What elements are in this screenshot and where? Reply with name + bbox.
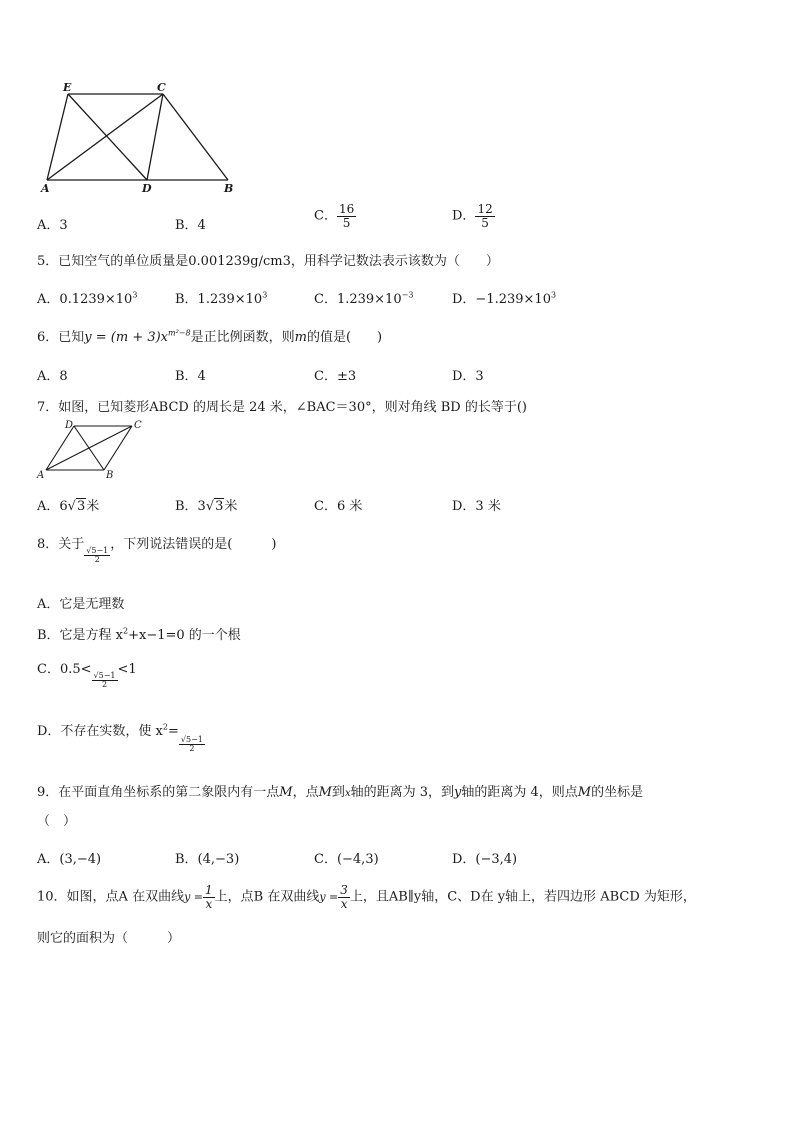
numerator: 1 — [205, 883, 213, 897]
q4-c-prefix: C． — [314, 208, 337, 224]
equals: = — [167, 724, 179, 739]
numerator: 16 — [338, 202, 355, 216]
sqrt-symbol: √3 — [67, 499, 86, 514]
option-text: A．0.1239×10 — [37, 292, 133, 307]
numerator: √5−1 — [93, 670, 116, 680]
option-text: A．6 — [37, 499, 68, 514]
q9-p3: 到 — [331, 785, 345, 800]
q6-option-d: D．3 — [452, 369, 484, 384]
sqrt-symbol: √3 — [205, 499, 224, 514]
q9-p4: 轴的距离为 3，到 — [350, 785, 454, 800]
fraction — [92, 672, 118, 690]
exponent: 2 — [162, 722, 168, 732]
fraction — [338, 884, 350, 910]
q6-var: m — [294, 330, 307, 345]
q10-p1: 10．如图，点A 在双曲线 — [37, 889, 185, 905]
denominator: x — [205, 896, 213, 911]
option-text: C．0.5< — [37, 662, 92, 677]
q9-p5: 轴的距离为 4，则点 — [461, 785, 578, 800]
q4-option-b: B．4 — [175, 218, 206, 233]
var-y: y — [453, 785, 462, 800]
var-x: x — [344, 788, 351, 799]
exponent: 3 — [262, 290, 268, 300]
option-text: B．1.239×10 — [175, 292, 263, 307]
option-text: D．不存在实数，使 x — [37, 724, 163, 739]
label-a: A — [37, 470, 45, 480]
numerator: √5−1 — [180, 734, 203, 744]
q4-option-d — [452, 203, 495, 229]
fraction — [203, 884, 215, 910]
label-d: D — [65, 420, 74, 431]
q9-p2: ，点 — [292, 785, 319, 800]
var-m: M — [318, 785, 332, 800]
figure-rhombus — [36, 418, 148, 480]
q5-stem: 5．已知空气的单位质量是0.001239g/cm3，用科学记数法表示该数为（ ） — [37, 254, 499, 269]
fraction — [84, 547, 110, 565]
q9-stem — [37, 781, 643, 800]
radicand: 3 — [215, 499, 224, 514]
unit: 米 — [224, 499, 238, 514]
q10-f2-lhs: y = — [319, 890, 339, 904]
q6-post2: 的值是( ) — [306, 330, 383, 345]
label-d: D — [142, 182, 152, 195]
denominator: x — [340, 896, 348, 911]
q8-option-d — [37, 720, 205, 753]
var-m: M — [577, 785, 592, 800]
q8-option-a: A．它是无理数 — [37, 597, 125, 612]
q6-post: 是正比例函数，则 — [190, 330, 295, 345]
q5-option-a — [37, 288, 137, 307]
q10-stem — [37, 884, 696, 910]
q7-option-a — [37, 495, 99, 514]
label-b: B — [224, 182, 234, 195]
q4-d-prefix: D． — [452, 208, 476, 224]
label-a: A — [41, 182, 50, 195]
radicand: 3 — [76, 499, 86, 514]
q9-p6: 的坐标是 — [591, 785, 644, 800]
q8-option-b — [37, 624, 241, 643]
q7-option-d: D．3 米 — [452, 499, 501, 514]
q10-f1-lhs: y = — [184, 890, 204, 904]
q10-line2: 则它的面积为（ ） — [37, 931, 181, 946]
q7-option-b — [175, 495, 237, 514]
option-text: B．3 — [175, 499, 206, 514]
q9-option-c: C．(−4,3) — [314, 852, 379, 867]
q10-p2: 上，点B 在双曲线 — [214, 889, 320, 905]
denominator: 5 — [342, 215, 351, 230]
exponent: −3 — [401, 290, 414, 300]
numerator: 3 — [340, 883, 348, 897]
var-m: M — [279, 785, 293, 800]
exponent: 3 — [550, 290, 557, 300]
q6-option-c: C．±3 — [314, 369, 357, 384]
unit: 米 — [86, 499, 100, 514]
q6-pre: 6．已知 — [37, 330, 85, 345]
q10-p3: 上，且AB∥y轴，C、D在 y轴上，若四边形 ABCD 为矩形， — [349, 889, 696, 905]
label-b: B — [106, 470, 114, 480]
denominator: 2 — [94, 555, 100, 564]
denominator: 5 — [481, 215, 489, 230]
q6-formula: y = (m + 3)x — [84, 330, 169, 345]
q8-stem — [37, 533, 276, 564]
q9-option-b: B．(4,−3) — [175, 852, 240, 867]
figure-trapezoid — [38, 78, 248, 196]
exponent: 2 — [123, 626, 129, 636]
q6-option-a: A．8 — [37, 369, 68, 384]
option-text: D．−1.239×10 — [452, 292, 551, 307]
option-text-rest: +x−1=0 的一个根 — [128, 628, 241, 643]
q6-stem — [37, 326, 382, 345]
denominator: 2 — [101, 680, 108, 689]
q4-option-c — [314, 203, 356, 229]
q5-option-d — [452, 288, 556, 307]
q4-option-a: A．3 — [37, 218, 68, 233]
label-e: E — [63, 81, 72, 94]
q6-option-b: B．4 — [175, 369, 206, 384]
q6-formula-exponent: m²−8 — [168, 328, 191, 338]
q9-p1: 9．在平面直角坐标系的第二象限内有一点 — [37, 785, 280, 800]
q5-option-c — [314, 288, 413, 307]
label-c: C — [134, 420, 142, 431]
fraction — [475, 203, 494, 229]
numerator: 12 — [477, 202, 493, 216]
q8-option-c — [37, 658, 137, 689]
label-c: C — [157, 81, 166, 94]
q8-post: ，下列说法错误的是( ) — [110, 537, 277, 552]
numerator: √5−1 — [86, 545, 109, 555]
q7-option-c: C．6 米 — [314, 499, 363, 514]
exponent: 3 — [132, 290, 138, 300]
q9-paren: （ ） — [37, 814, 77, 829]
fraction — [337, 203, 356, 229]
option-text: C．1.239×10 — [314, 292, 402, 307]
q9-option-a: A．(3,−4) — [37, 852, 102, 867]
q5-option-b — [175, 288, 267, 307]
option-text-rest: <1 — [117, 662, 137, 677]
q8-pre: 8．关于 — [37, 537, 85, 552]
fraction — [179, 736, 205, 754]
q9-option-d: D．(−3,4) — [452, 852, 518, 867]
q7-stem: 7．如图，已知菱形ABCD 的周长是 24 米，∠BAC＝30°，则对角线 BD 的长等于() — [37, 400, 527, 415]
option-text: B．它是方程 x — [37, 628, 124, 643]
denominator: 2 — [189, 744, 195, 753]
